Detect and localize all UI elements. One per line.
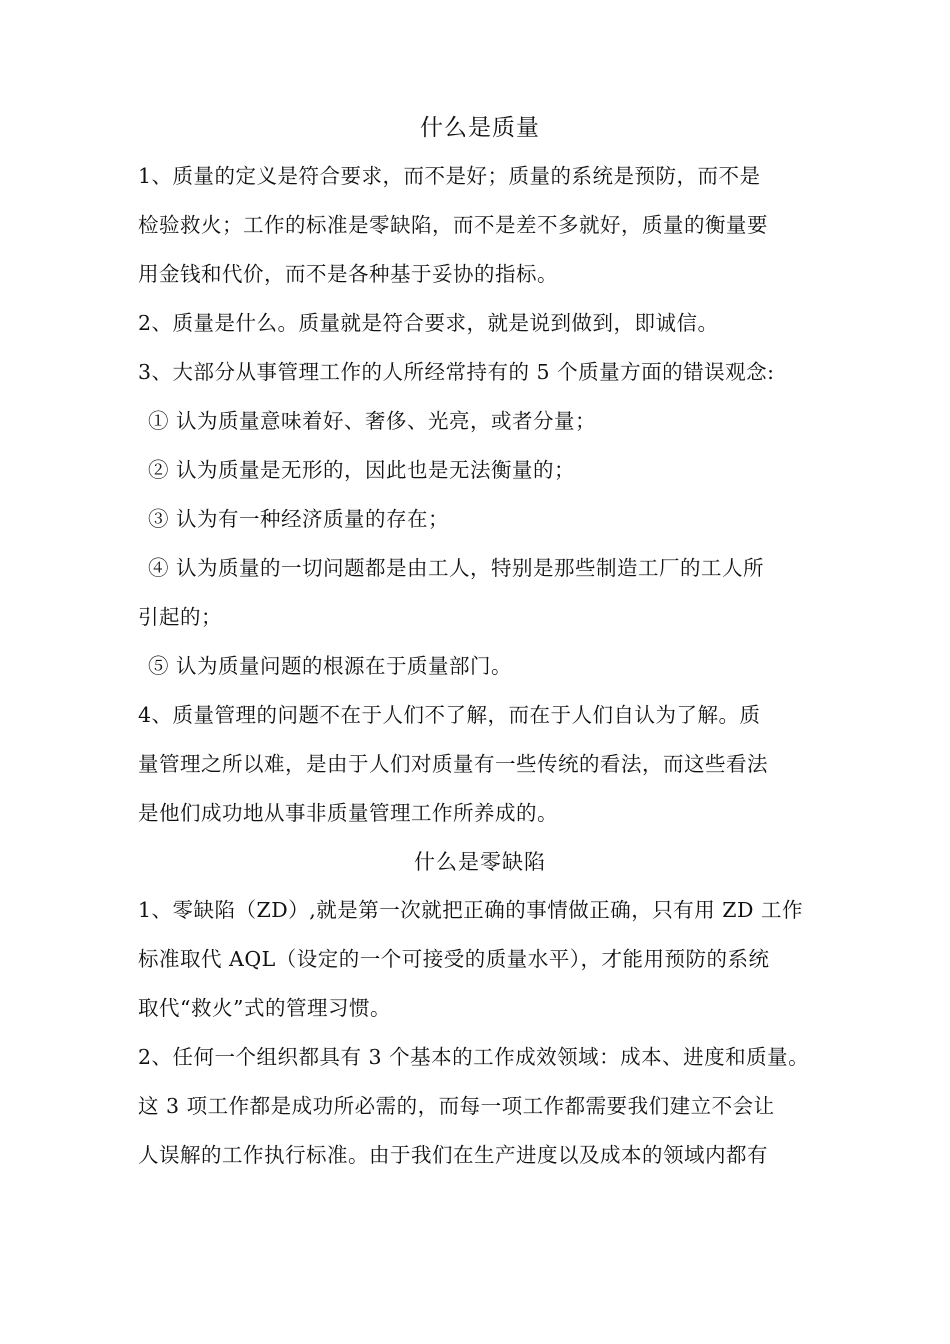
text-line: 4、质量管理的问题不在于人们不了解，而在于人们自认为了解。质 — [138, 703, 761, 727]
text-line: 是他们成功地从事非质量管理工作所养成的。 — [138, 801, 558, 825]
text-line: 检验救火；工作的标准是零缺陷，而不是差不多就好，质量的衡量要 — [138, 213, 768, 237]
paragraph-quality-management — [138, 691, 822, 838]
list-item-misconception-1 — [138, 397, 822, 446]
text-line: ④ 认为质量的一切问题都是由工人，特别是那些制造工厂的工人所 — [148, 556, 765, 580]
text-line: ⑤ 认为质量问题的根源在于质量部门。 — [148, 654, 513, 678]
text-line: 1、质量的定义是符合要求，而不是好；质量的系统是预防，而不是 — [138, 164, 761, 188]
list-item-misconception-5 — [138, 642, 822, 691]
text-line: 量管理之所以难，是由于人们对质量有一些传统的看法，而这些看法 — [138, 752, 768, 776]
paragraph-what-is-quality — [138, 299, 822, 348]
text-line: ② 认为质量是无形的，因此也是无法衡量的； — [148, 458, 576, 482]
section-title-zero-defects: 什么是零缺陷 — [414, 850, 546, 874]
text-line: 引起的； — [138, 605, 222, 629]
paragraph-performance-areas — [138, 1033, 822, 1180]
text-line: ① 认为质量意味着好、奢侈、光亮，或者分量； — [148, 409, 597, 433]
list-item-misconception-4 — [138, 544, 822, 642]
text-line: 标准取代 AQL（设定的一个可接受的质量水平），才能用预防的系统 — [138, 947, 770, 971]
text-line: 用金钱和代价，而不是各种基于妥协的指标。 — [138, 262, 558, 286]
section-title-quality: 什么是质量 — [420, 115, 540, 141]
paragraph-quality-definition — [138, 152, 822, 299]
text-line: 2、任何一个组织都具有 3 个基本的工作成效领域：成本、进度和质量。 — [138, 1045, 810, 1069]
list-item-misconception-2 — [138, 446, 822, 495]
text-line: ③ 认为有一种经济质量的存在； — [148, 507, 450, 531]
paragraph-misconceptions-intro — [138, 348, 822, 397]
text-line: 2、质量是什么。质量就是符合要求，就是说到做到，即诚信。 — [138, 311, 719, 335]
document-body — [138, 104, 822, 1180]
text-line: 人误解的工作执行标准。由于我们在生产进度以及成本的领域内都有 — [138, 1143, 768, 1167]
paragraph-zero-defects-definition — [138, 886, 822, 1033]
text-line: 1、零缺陷（ZD）,就是第一次就把正确的事情做正确，只有用 ZD 工作 — [138, 898, 803, 922]
text-line: 3、大部分从事管理工作的人所经常持有的 5 个质量方面的错误观念: — [138, 360, 775, 384]
text-line: 这 3 项工作都是成功所必需的，而每一项工作都需要我们建立不会让 — [138, 1094, 775, 1118]
text-line: 取代“救火”式的管理习惯。 — [138, 996, 391, 1020]
list-item-misconception-3 — [138, 495, 822, 544]
